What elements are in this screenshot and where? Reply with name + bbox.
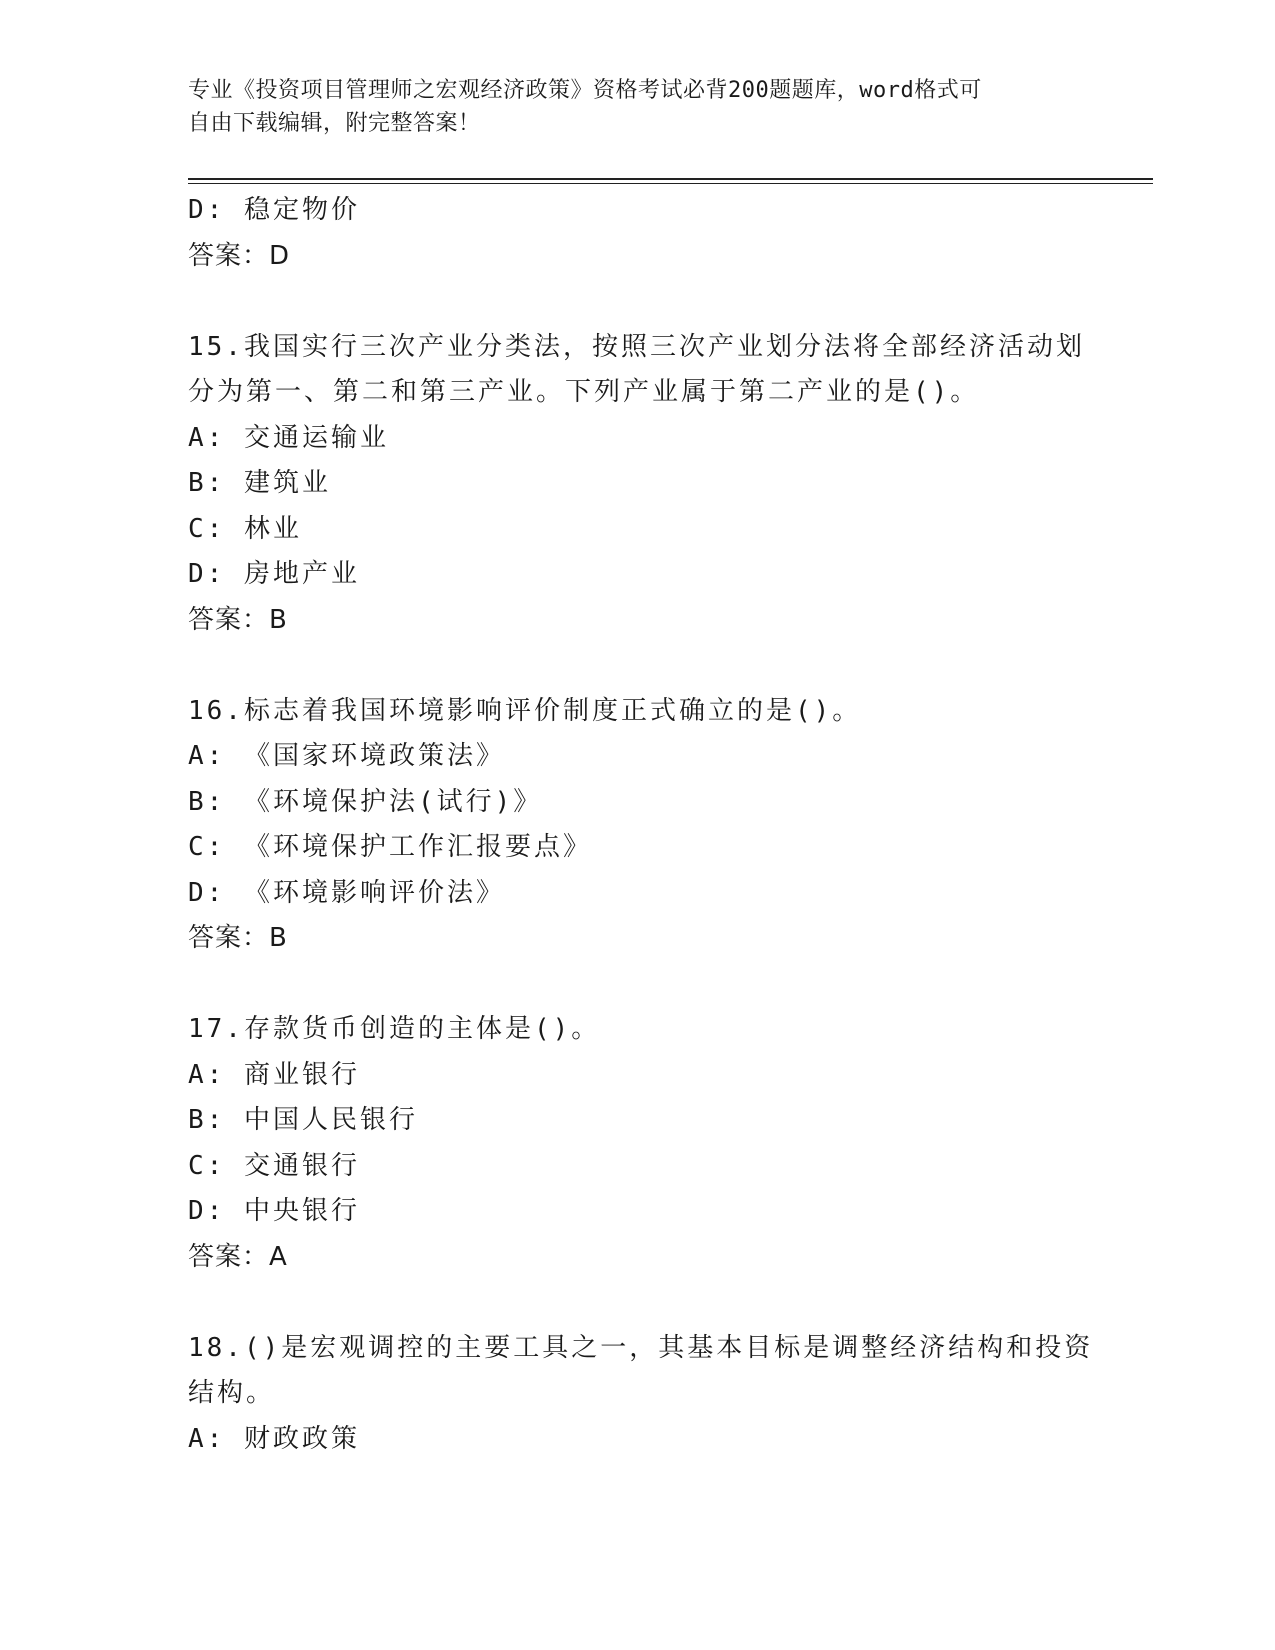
question-stem: 分为第一、第二和第三产业。下列产业属于第二产业的是()。 [188, 377, 980, 407]
option-c: C: 交通银行 [188, 1150, 360, 1181]
question-stem: 结构。 [188, 1378, 276, 1408]
header-rule-thick [188, 178, 1153, 180]
question-content [188, 188, 1094, 1462]
page-header [188, 74, 1088, 140]
option-a: A: 交通运输业 [188, 422, 389, 453]
question-stem: 15.我国实行三次产业分类法，按照三次产业划分法将全部经济活动划 [188, 331, 1085, 362]
option-d: D: 房地产业 [188, 559, 360, 589]
option-d: D: 稳定物价 [188, 195, 360, 225]
option-a: A: 财政政策 [188, 1423, 360, 1454]
question-stem: 17.存款货币创造的主体是()。 [188, 1014, 601, 1044]
option-c: C: 林业 [188, 513, 302, 544]
spacer [188, 643, 1088, 689]
option-b: B: 建筑业 [188, 468, 331, 498]
answer: 答案：A [188, 1241, 288, 1272]
spacer [188, 1280, 1088, 1326]
option-a: A: 《国家环境政策法》 [188, 741, 505, 771]
option-d: D: 《环境影响评价法》 [188, 877, 505, 908]
answer: 答案：B [188, 604, 288, 635]
option-d: D: 中央银行 [188, 1196, 360, 1226]
question-stem: 16.标志着我国环境影响评价制度正式确立的是()。 [188, 695, 862, 726]
option-a: A: 商业银行 [188, 1059, 360, 1090]
spacer [188, 962, 1088, 1008]
option-c: C: 《环境保护工作汇报要点》 [188, 832, 592, 862]
question-stem: 18.()是宏观调控的主要工具之一，其基本目标是调整经济结构和投资 [188, 1332, 1094, 1363]
header-line-2: 自由下载编辑，附完整答案！ [188, 111, 481, 136]
option-b: B: 《环境保护法(试行)》 [188, 786, 543, 817]
option-b: B: 中国人民银行 [188, 1105, 418, 1135]
answer: 答案：B [188, 923, 288, 953]
answer: 答案：D [188, 240, 291, 271]
header-line-1: 专业《投资项目管理师之宏观经济政策》资格考试必背200题题库，word格式可 [188, 78, 982, 103]
spacer [188, 279, 1088, 325]
header-rule-thin [188, 183, 1153, 184]
